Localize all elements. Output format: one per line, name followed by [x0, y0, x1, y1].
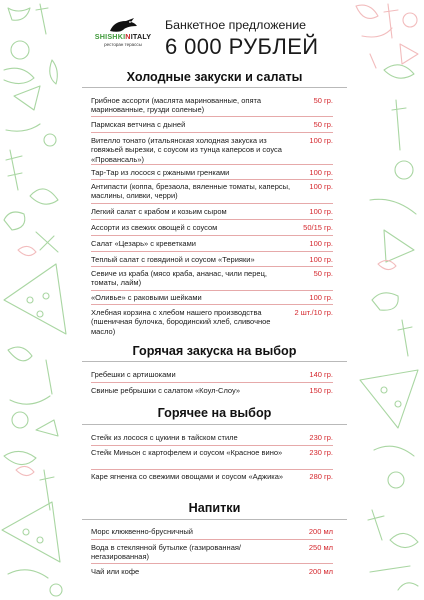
- menu-item-portion: 200 мл: [308, 567, 333, 576]
- item-divider: [91, 382, 333, 383]
- menu-item-name: Стейк из лосося с цукини в тайском стиле: [91, 433, 238, 442]
- menu-item-portion: 230 гр.: [309, 433, 333, 442]
- item-divider: [91, 116, 333, 117]
- menu-item-name: Морс клюквенно-брусничный: [91, 527, 193, 536]
- menu-item-name: Севиче из краба (мясо краба, ананас, чили перец, томаты, лайм): [91, 269, 267, 288]
- menu-item-portion: 150 гр.: [309, 386, 333, 395]
- menu-item-name: Грибное ассорти (маслята маринованные, опята маринованные, грузди соленые): [91, 96, 262, 115]
- menu-item-portion: 2 шт./10 гр.: [294, 308, 333, 317]
- item-divider: [91, 469, 333, 470]
- brand-logo: [90, 17, 156, 47]
- item-divider: [91, 164, 333, 165]
- item-divider: [91, 179, 333, 180]
- menu-item-portion: 200 мл: [308, 527, 333, 536]
- section-divider: [82, 361, 347, 362]
- item-divider: [91, 266, 333, 267]
- menu-item-name: Вителло тонато (итальянская холодная закуска из говяжьей вырезки, с соусом из тунца каперсов и соуса «Провансаль»): [91, 136, 282, 164]
- menu-item-name: Хлебная корзина с хлебом нашего производства (пшеничная булочка, бородинский хлеб, сливочное масло): [91, 308, 271, 336]
- menu-item-portion: 100 гр.: [309, 168, 333, 177]
- brand-name-part-1: SHISHKI: [94, 32, 126, 41]
- bird-logo-icon: [106, 17, 140, 33]
- section-title-cold-starters: Холодные закуски и салаты: [126, 70, 303, 84]
- menu-item-portion: 100 гр.: [309, 136, 333, 145]
- item-divider: [91, 219, 333, 220]
- menu-item-portion: 100 гр.: [309, 182, 333, 191]
- menu-item-portion: 100 гр.: [309, 255, 333, 264]
- menu-item-name: Ассорти из свежих овощей с соусом: [91, 223, 218, 232]
- menu-item-portion: 50 гр.: [313, 120, 333, 129]
- menu-item-name: Свиные ребрышки с салатом «Коул-Слоу»: [91, 386, 241, 395]
- brand-name: [90, 33, 156, 41]
- brand-name-part-2: N: [125, 32, 131, 41]
- item-divider: [91, 235, 333, 236]
- section-title-drinks: Напитки: [188, 501, 241, 515]
- menu-item-name: Легкий салат с крабом и козьим сыром: [91, 207, 227, 216]
- menu-item-portion: 100 гр.: [309, 207, 333, 216]
- menu-item-portion: 280 гр.: [309, 472, 333, 481]
- section-divider: [82, 87, 347, 88]
- menu-item-name: Каре ягненка со свежими овощами и соусом «Аджика»: [91, 472, 284, 481]
- item-divider: [91, 251, 333, 252]
- item-divider: [91, 539, 333, 540]
- brand-tagline: ресторан терассы: [104, 42, 142, 47]
- menu-item-portion: 50 гр.: [313, 96, 333, 105]
- menu-item-name: Антипасти (коппа, брезаола, вяленные томаты, каперсы, маслины, оливки, черри): [91, 182, 291, 201]
- menu-item-name: Вода в стеклянной бутылке (газированная/негазированная): [91, 543, 242, 562]
- menu-item-name: Салат «Цезарь» с креветками: [91, 239, 196, 248]
- menu-item-name: Чай или кофе: [91, 567, 140, 576]
- menu-item-portion: 100 гр.: [309, 293, 333, 302]
- menu-item-name: Теплый салат с говядиной и соусом «Терияки»: [91, 255, 255, 264]
- item-divider: [91, 563, 333, 564]
- item-divider: [91, 132, 333, 133]
- menu-item-portion: 100 гр.: [309, 239, 333, 248]
- menu-item-name: «Оливье» с раковыми шейками: [91, 293, 202, 302]
- menu-item-name: Гребешки с артишоками: [91, 370, 176, 379]
- item-divider: [91, 304, 333, 305]
- menu-item-portion: 230 гр.: [309, 448, 333, 457]
- menu-item-name: Стейк Миньон с картофелем и соусом «Красное вино»: [91, 448, 283, 457]
- item-divider: [91, 445, 333, 446]
- section-title-main-course: Горячее на выбор: [157, 406, 272, 420]
- item-divider: [91, 290, 333, 291]
- menu-item-name: Тар-Тар из лосося с ржаными гренками: [91, 168, 230, 177]
- offer-price: 6 000 РУБЛЕЙ: [165, 34, 319, 59]
- section-divider: [82, 424, 347, 425]
- menu-item-name: Пармская ветчина с дыней: [91, 120, 186, 129]
- menu-item-portion: 50 гр.: [313, 269, 333, 278]
- item-divider: [91, 203, 333, 204]
- section-title-hot-starter: Горячая закуска на выбор: [132, 344, 297, 358]
- brand-name-part-3: ITALY: [130, 32, 152, 41]
- menu-item-portion: 140 гр.: [309, 370, 333, 379]
- menu-item-portion: 50/15 гр.: [303, 223, 333, 232]
- menu-item-portion: 250 мл: [308, 543, 333, 552]
- offer-subtitle: Банкетное предложение: [165, 18, 307, 32]
- section-divider: [82, 519, 347, 520]
